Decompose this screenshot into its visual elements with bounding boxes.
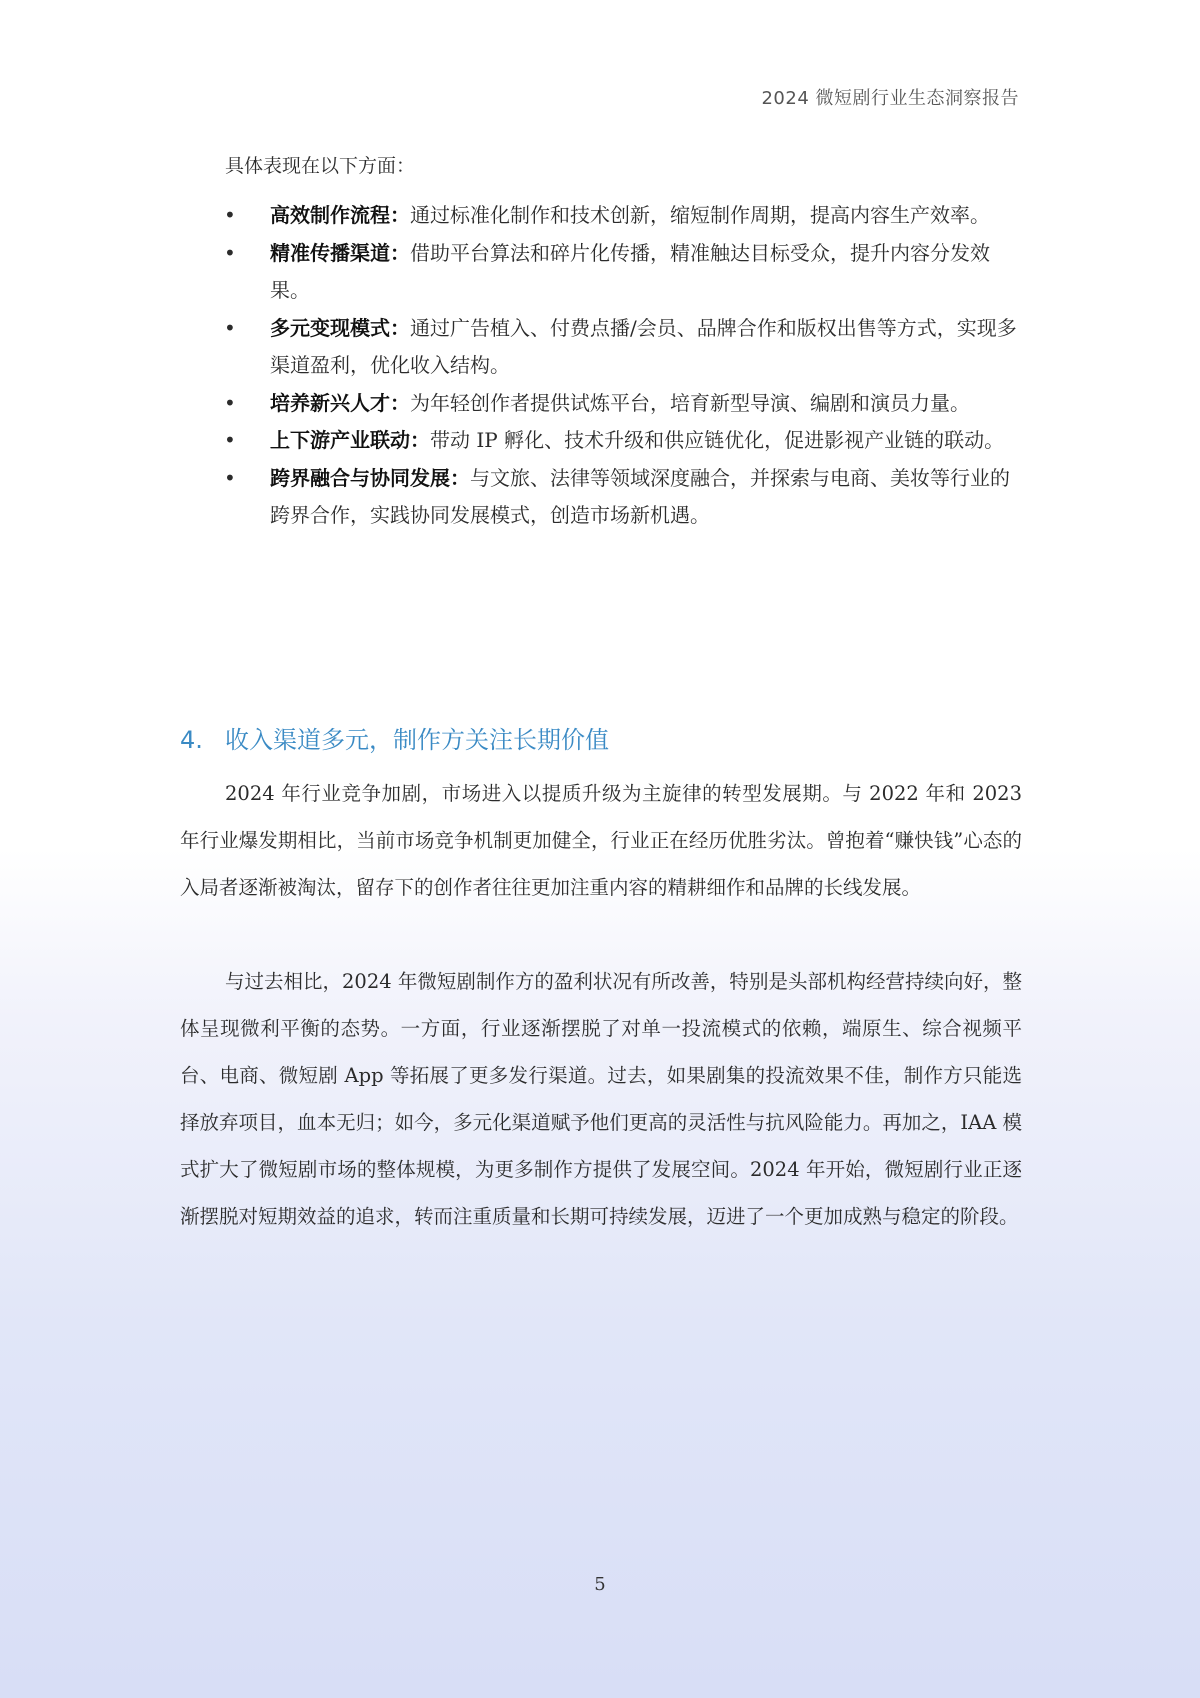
bullet-icon: • bbox=[224, 390, 236, 415]
list-item bbox=[180, 310, 1022, 385]
bullet-icon: • bbox=[224, 428, 236, 452]
bullet-term: 多元变现模式： bbox=[270, 315, 410, 340]
bullet-icon: • bbox=[224, 465, 236, 490]
body-paragraph: 2024 年行业竞争加剧，市场进入以提质升级为主旋律的转型发展期。与 2022 年和 2023 年行业爆发期相比，当前市场竞争机制更加健全，行业正在经历优胜劣汰。曾抱着“赚快钱”心态的入局者逐渐被淘汰，留存下的创作者往往更加注重内容的精耕细作和品牌的长线发展。 bbox=[180, 782, 1022, 899]
bullet-text: 带动 IP 孵化、技术升级和供应链优化，促进影视产业链的联动。 bbox=[430, 428, 1005, 452]
bullet-text: 借助平台算法和碎片化传播，精准触达目标受众，提升内容分发效果。 bbox=[270, 240, 990, 302]
bullet-term: 精准传播渠道： bbox=[270, 240, 410, 265]
list-item bbox=[180, 422, 1022, 460]
bullet-icon: • bbox=[224, 203, 236, 227]
bullet-term: 跨界融合与协同发展： bbox=[270, 465, 470, 490]
bullet-term: 上下游产业联动： bbox=[270, 428, 430, 452]
bullet-text: 为年轻创作者提供试炼平台，培育新型导演、编剧和演员力量。 bbox=[410, 390, 970, 415]
bullet-text: 与文旅、法律等领域深度融合，并探索与电商、美妆等行业的跨界合作，实践协同发展模式，创造市场新机遇。 bbox=[270, 465, 1010, 527]
section-number: 4. bbox=[180, 726, 203, 754]
bullet-term: 高效制作流程： bbox=[270, 203, 410, 227]
bullet-icon: • bbox=[224, 315, 236, 340]
report-header-title: 2024 微短剧行业生态洞察报告 bbox=[761, 88, 1019, 109]
bullet-icon: • bbox=[224, 240, 236, 265]
list-item bbox=[180, 197, 1022, 235]
body-paragraph: 与过去相比，2024 年微短剧制作方的盈利状况有所改善，特别是头部机构经营持续向好，整体呈现微利平衡的态势。一方面，行业逐渐摆脱了对单一投流模式的依赖，端原生、综合视频平台、电商、微短剧 App 等拓展了更多发行渠道。过去，如果剧集的投流效果不佳，制作方只能选择放弃项目，血本无归；如今，多元化渠道赋予他们更高的灵活性与抗风险能力。再加之，IAA 模式扩大了微短剧市场的整体规模，为更多制作方提供了发展空间。2024 年开始，微短剧行业正逐渐摆脱对短期效益的追求，转而注重质量和长期可持续发展，迈进了一个更加成熟与稳定的阶段。 bbox=[180, 970, 1022, 1228]
section-heading bbox=[180, 720, 609, 755]
list-item bbox=[180, 385, 1022, 423]
bullet-text: 通过标准化制作和技术创新，缩短制作周期，提高内容生产效率。 bbox=[410, 203, 990, 227]
page-number: 5 bbox=[594, 1574, 606, 1595]
intro-text: 具体表现在以下方面： bbox=[225, 155, 416, 177]
section-title: 收入渠道多元，制作方关注长期价值 bbox=[225, 726, 609, 754]
list-item bbox=[180, 460, 1022, 535]
list-item bbox=[180, 235, 1022, 310]
bullet-term: 培养新兴人才： bbox=[270, 390, 410, 415]
bullet-list bbox=[180, 197, 1022, 535]
bullet-text: 通过广告植入、付费点播/会员、品牌合作和版权出售等方式，实现多渠道盈利，优化收入结构。 bbox=[270, 315, 1017, 377]
